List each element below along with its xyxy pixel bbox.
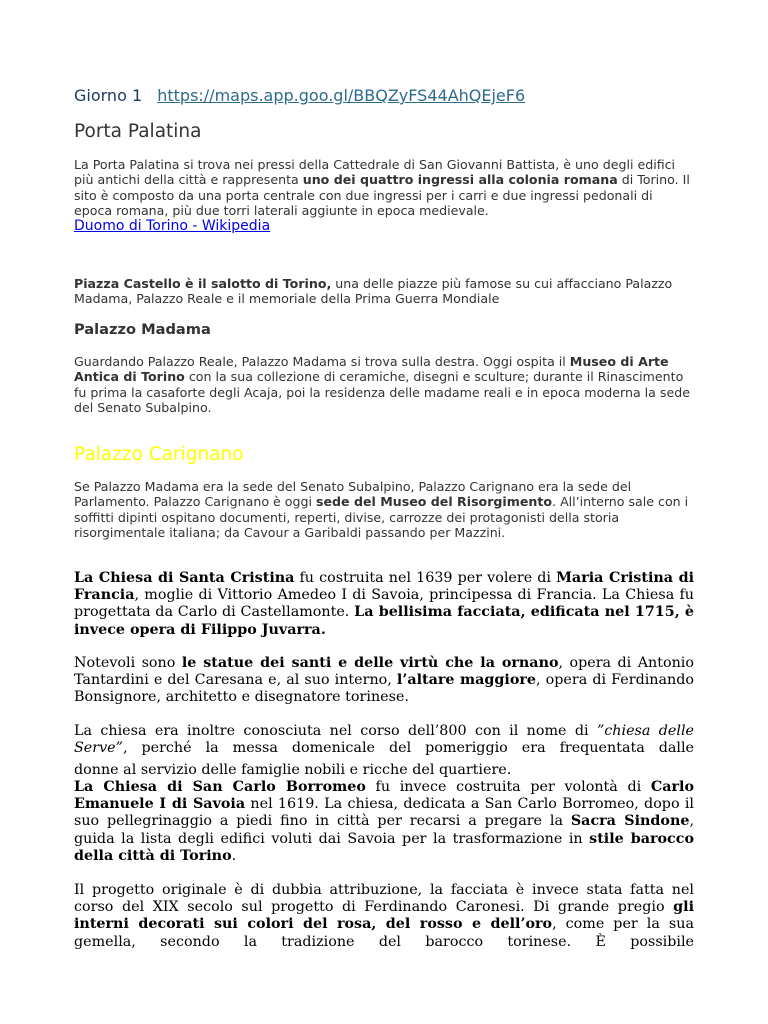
notevoli-text-3: , opera di Ferdinando Bonsignore, architetto e disegnatore torinese. (74, 672, 695, 706)
progetto-bold-1: gli interni decorati sui colori del rosa, del rosso e dell’oro (74, 899, 694, 933)
serve-paragraph-last-line: donne al servizio delle famiglie nobili e ricche del quartiere. (74, 762, 512, 778)
notevoli-paragraph (74, 655, 694, 707)
palazzo-carignano-title: Palazzo Carignano (74, 444, 244, 465)
cristina-bold-3: La bellisima facciata, edificata nel 1715, è invece opera di Filippo Juvarra. (74, 604, 695, 638)
progetto-text-2: , come per la sua gemella, secondo la tradizione del barocco torinese. È possibile (74, 916, 694, 950)
notevoli-bold-2: l’altare maggiore (396, 672, 537, 689)
progetto-text-1: Il progetto originale è di dubbia attribuzione, la facciata è invece stata fatta nel corso del XIX secolo sul progetto di Ferdinando Caronesi. Di grande pregio (74, 882, 694, 916)
day-label: Giorno 1 (74, 86, 143, 105)
madama-text-1: Guardando Palazzo Reale, Palazzo Madama si trova sulla destra. Oggi ospita il (74, 354, 570, 369)
carignano-text-bold: sede del Museo del Risorgimento (315, 494, 553, 510)
madama-text-bold: Museo di Arte Antica di Torino (74, 354, 669, 385)
borromeo-bold-3: Sacra Sindone (570, 813, 690, 830)
wikipedia-link[interactable]: Duomo di Torino - Wikipedia (74, 218, 271, 234)
borromeo-bold-1: La Chiesa di San Carlo Borromeo (74, 779, 366, 795)
notevoli-text-2: , opera di Antonio Tantardini e del Caresana e, al suo interno, (74, 655, 694, 689)
serve-paragraph (74, 723, 694, 757)
serve-text-1: La chiesa era inoltre conosciuta nel corso dell’800 con il nome di (74, 723, 597, 739)
notevoli-bold-1: le statue dei santi e delle virtù che la ornano (181, 655, 559, 671)
cristina-bold-1: La Chiesa di Santa Cristina (74, 570, 295, 586)
borromeo-paragraph (74, 779, 694, 865)
borromeo-bold-2: Carlo Emanuele I di Savoia (74, 779, 694, 813)
borromeo-text-3: , guida la lista degli edifici voluti dai Savoia per la trasformazione in (74, 813, 694, 847)
notevoli-text-1: Notevoli sono (74, 655, 182, 671)
porta-text-1: La Porta Palatina si trova nei pressi della Cattedrale di San Giovanni Battista, è uno degli edifici più antichi della città e rappresenta (74, 157, 676, 188)
palazzo-madama-paragraph (74, 354, 694, 416)
piazza-text: una delle piazze più famose su cui affacciano Palazzo Madama, Palazzo Reale e il memoriale della Prima Guerra Mondiale (74, 276, 673, 307)
serve-text-2: , perché la messa domenicale del pomeriggio era frequentata dalle (122, 740, 694, 757)
carignano-text-1: Se Palazzo Madama era la sede del Senato Subalpino, Palazzo Carignano era la sede del Parlamento. Palazzo Carignano è oggi (74, 479, 632, 510)
borromeo-text-1: fu invece costruita per volontà di (365, 779, 651, 795)
carignano-text-2: . All’interno sale con i soffitti dipinti ospitano documenti, reperti, divise, carrozze dei protagonisti della storia risorgimentale italiana; da Cavour a Garibaldi passando per Mazzini. (74, 494, 689, 541)
cristina-text-1: fu costruita nel 1639 per volere di (294, 570, 557, 586)
santa-cristina-paragraph (74, 570, 694, 639)
cristina-bold-2: Maria Cristina di Francia (74, 570, 695, 604)
piazza-castello-paragraph (74, 276, 694, 307)
porta-text-bold: uno dei quattro ingressi alla colonia romana (302, 172, 618, 188)
map-link[interactable]: https://maps.app.goo.gl/BBQZyFS44AhQEjeF6 (157, 86, 526, 105)
piazza-bold: Piazza Castello è il salotto di Torino, (74, 276, 332, 291)
porta-text-2: di Torino. Il sito è composto da una porta centrale con due ingressi per i carri e due ingressi pedonali di epoca romana, più due torri laterali aggiunte in epoca medievale. (74, 172, 690, 219)
madama-text-2: con la sua collezione di ceramiche, disegni e sculture; durante il Rinascimento fu prima la casaforte degli Acaja, poi la residenza delle madame reali e in epoca moderna la sede del Senato Subalpino. (74, 369, 690, 416)
day-header (74, 86, 525, 105)
serve-italic: ”chiesa delle Serve” (74, 723, 694, 757)
porta-palatina-title: Porta Palatina (74, 121, 202, 142)
palazzo-madama-title: Palazzo Madama (74, 321, 211, 338)
borromeo-bold-4: stile barocco della città di Torino (74, 830, 694, 864)
borromeo-text-4: . (231, 847, 237, 864)
palazzo-carignano-paragraph (74, 479, 694, 541)
progetto-paragraph (74, 882, 694, 951)
cristina-text-2: , moglie di Vittorio Amedeo I di Savoia, principessa di Francia. La Chiesa fu progettata da Carlo di Castellamonte. (74, 587, 694, 621)
borromeo-text-2: nel 1619. La chiesa, dedicata a San Carlo Borromeo, dopo il suo pellegrinaggio a piedi fino in città per recarsi a pregare la (74, 796, 695, 830)
porta-palatina-paragraph (74, 157, 694, 219)
